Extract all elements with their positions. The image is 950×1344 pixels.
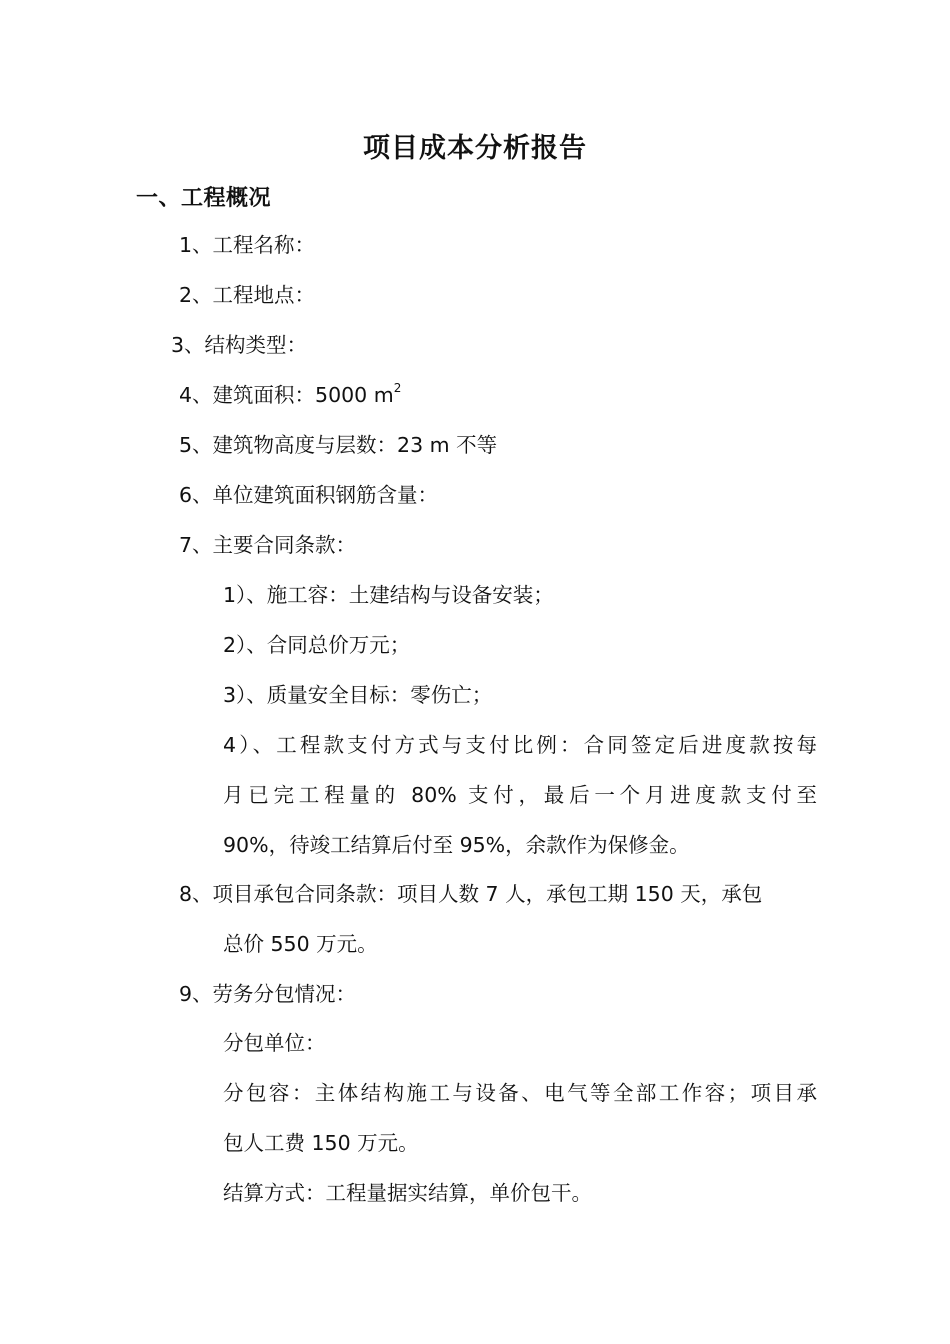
contract-term-total-price: 2）、合同总价万元；	[223, 633, 411, 657]
item-project-contract-terms-line1: 8、项目承包合同条款：项目人数 7 人，承包工期 150 天，承包	[179, 882, 763, 906]
contract-term-payment-line1: 4）、工程款支付方式与支付比例：合同签定后进度款按每	[223, 733, 817, 757]
item-project-location: 2、工程地点：	[179, 283, 316, 307]
item-rebar-content: 6、单位建筑面积钢筋含量：	[179, 483, 439, 507]
item-labor-subcontract: 9、劳务分包情况：	[179, 982, 357, 1006]
building-area-text: 4、建筑面积：5000 m	[179, 383, 394, 407]
document-title: 项目成本分析报告	[363, 133, 587, 164]
item-project-contract-terms-line2: 总价 550 万元。	[223, 932, 378, 956]
subcontract-scope-line1: 分包容：主体结构施工与设备、电气等全部工作容；项目承	[223, 1081, 817, 1105]
contract-term-payment-line2: 月已完工程量的 80% 支付，最后一个月进度款支付至	[223, 783, 817, 807]
item-building-height-floors: 5、建筑物高度与层数：23 m 不等	[179, 433, 498, 457]
contract-term-quality-safety: 3）、质量安全目标：零伤亡；	[223, 683, 493, 707]
item-building-area	[179, 381, 401, 409]
subcontract-scope-line2: 包人工费 150 万元。	[223, 1131, 419, 1155]
contract-term-payment-line3: 90%，待竣工结算后付至 95%，余款作为保修金。	[223, 833, 690, 857]
subcontract-unit: 分包单位：	[223, 1031, 326, 1055]
subcontract-settlement-method: 结算方式：工程量据实结算，单价包干。	[223, 1181, 592, 1205]
contract-term-scope: 1）、施工容：土建结构与设备安装；	[223, 583, 554, 607]
area-unit-superscript: 2	[393, 381, 402, 396]
item-project-name: 1、工程名称：	[179, 233, 316, 257]
item-structure-type: 3、结构类型：	[171, 333, 308, 357]
section-heading-overview: 一、工程概况	[136, 186, 272, 211]
item-main-contract-terms: 7、主要合同条款：	[179, 533, 357, 557]
